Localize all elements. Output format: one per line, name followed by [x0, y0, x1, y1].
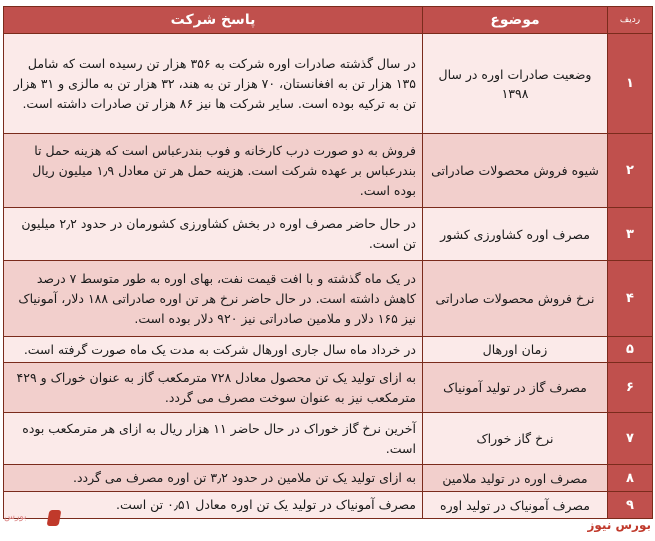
- row-answer: فروش به دو صورت درب کارخانه و فوب بندرعباس است که هزینه حمل تا بندرعباس بر عهده شرکت است. هزینه حمل هر تن معادل ۱٫۹ میلیون ریال بوده است.: [4, 134, 423, 208]
- row-answer: به ازای تولید یک تن محصول معادل ۷۲۸ مترمکعب گاز به عنوان خوراک و ۴۲۹ مترمکعب نیز به عنوان سوخت مصرف می گردد.: [4, 363, 423, 413]
- header-answer: پاسخ شرکت: [4, 7, 423, 34]
- row-index: ۸: [608, 465, 653, 492]
- row-topic: شیوه فروش محصولات صادراتی: [423, 134, 608, 208]
- table-row: [4, 363, 653, 413]
- row-answer: آخرین نرخ گاز خوراک در حال حاضر ۱۱ هزار ریال به ازای هر مترمکعب بوده است.: [4, 413, 423, 465]
- table-row: [4, 492, 653, 519]
- row-topic: مصرف اوره در تولید ملامین: [423, 465, 608, 492]
- table-row: [4, 413, 653, 465]
- row-answer: در یک ماه گذشته و با افت قیمت نفت، بهای اوره به طور متوسط ۷ درصد کاهش داشته است. در حال حاضر نرخ هر تن اوره صادراتی ۱۸۸ دلار، آمونیاک نیز ۱۶۵ دلار و ملامین صادراتی نیز ۹۲۰ دلار بوده است.: [4, 261, 423, 337]
- row-index: ۲: [608, 134, 653, 208]
- row-answer: در حال حاضر مصرف اوره در بخش کشاورزی کشورمان در حدود ۲٫۲ میلیون تن است.: [4, 208, 423, 261]
- company-qa-table: [3, 6, 653, 519]
- row-topic: مصرف آمونیاک در تولید اوره: [423, 492, 608, 519]
- row-index: ۳: [608, 208, 653, 261]
- row-topic: وضعیت صادرات اوره در سال ۱۳۹۸: [423, 34, 608, 134]
- row-index: ۴: [608, 261, 653, 337]
- table-row: [4, 337, 653, 363]
- row-index: ۱: [608, 34, 653, 134]
- watermark-logo: [2, 506, 62, 532]
- row-topic: زمان اورهال: [423, 337, 608, 363]
- table-row: [4, 34, 653, 134]
- table-header-row: [4, 7, 653, 34]
- row-topic: نرخ گاز خوراک: [423, 413, 608, 465]
- row-answer: در خرداد ماه سال جاری اورهال شرکت به مدت یک ماه صورت گرفته است.: [4, 337, 423, 363]
- watermark-logo-text: بورس: [4, 512, 27, 522]
- row-answer: به ازای تولید یک تن ملامین در حدود ۳٫۲ تن اوره مصرف می گردد.: [4, 465, 423, 492]
- header-topic: موضوع: [423, 7, 608, 34]
- row-index: ۵: [608, 337, 653, 363]
- header-index: ردیف: [608, 7, 653, 34]
- row-index: ۶: [608, 363, 653, 413]
- row-index: ۷: [608, 413, 653, 465]
- row-answer: در سال گذشته صادرات اوره شرکت به ۳۵۶ هزار تن رسیده است که شامل ۱۳۵ هزار تن به افغانستان، ۷۰ هزار تن به هند، ۳۲ هزار تن به مالزی و ۳۱ هزار تن به ترکیه بوده است. سایر شرکت ها نیز ۸۶ هزار تن صادرات داشته است.: [4, 34, 423, 134]
- row-topic: مصرف گاز در تولید آمونیاک: [423, 363, 608, 413]
- table-row: [4, 261, 653, 337]
- row-answer: مصرف آمونیاک در تولید یک تن اوره معادل ۰٫۵۱ تن است.: [4, 492, 423, 519]
- row-index: ۹: [608, 492, 653, 519]
- row-topic: مصرف اوره کشاورزی کشور: [423, 208, 608, 261]
- table-row: [4, 465, 653, 492]
- watermark-brand: بورس نیوز: [587, 518, 651, 532]
- row-topic: نرخ فروش محصولات صادراتی: [423, 261, 608, 337]
- table-row: [4, 208, 653, 261]
- table-row: [4, 134, 653, 208]
- data-table-wrapper: [3, 6, 652, 519]
- brand-logo-icon: [47, 510, 62, 526]
